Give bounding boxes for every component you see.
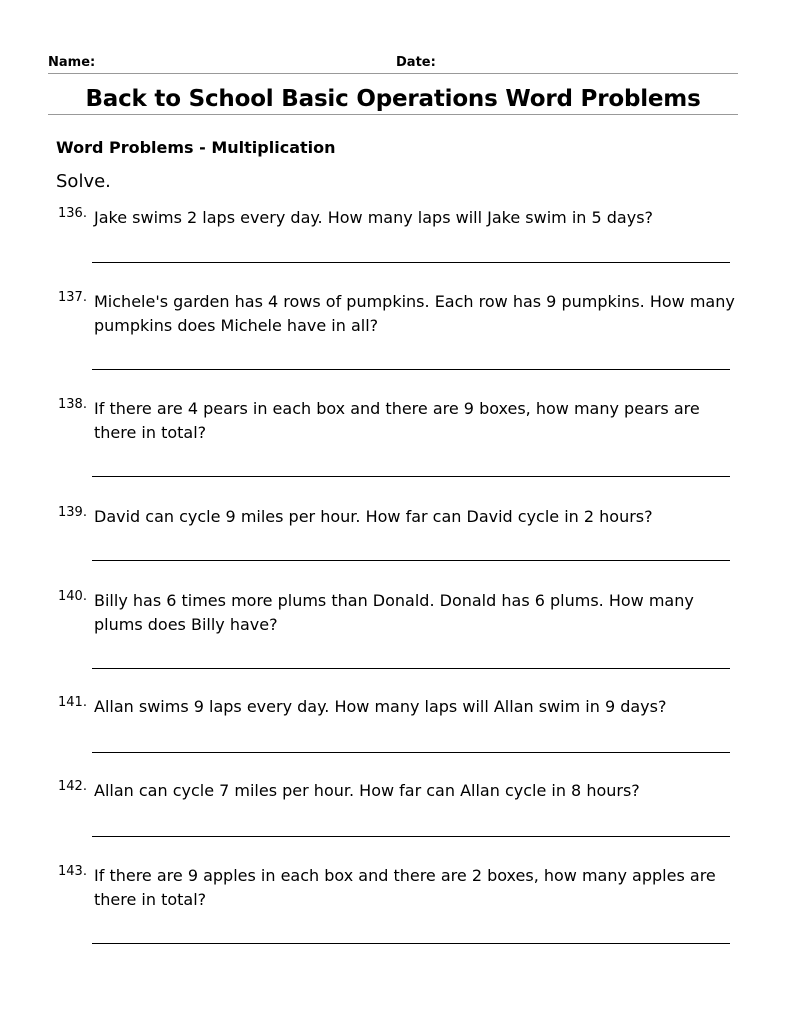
- date-label: Date:: [396, 55, 436, 70]
- problem-number: 141.: [58, 695, 87, 710]
- problem-number: 142.: [58, 779, 87, 794]
- problem-text: Allan can cycle 7 miles per hour. How far can Allan cycle in 8 hours?: [94, 781, 640, 800]
- problem-text: Allan swims 9 laps every day. How many laps will Allan swim in 9 days?: [94, 697, 667, 716]
- answer-line[interactable]: [92, 836, 730, 837]
- answer-line[interactable]: [92, 668, 730, 669]
- answer-line[interactable]: [92, 752, 730, 753]
- problem-text: If there are 9 apples in each box and there are 2 boxes, how many apples are there in total?: [94, 866, 716, 909]
- problem-number: 143.: [58, 864, 87, 879]
- answer-line[interactable]: [92, 560, 730, 561]
- problem-text: Michele's garden has 4 rows of pumpkins. Each row has 9 pumpkins. How many pumpkins does Michele have in all?: [94, 292, 735, 335]
- problem-number: 139.: [58, 505, 87, 520]
- problem-number: 140.: [58, 589, 87, 604]
- name-date-header: [48, 55, 738, 74]
- answer-line[interactable]: [92, 943, 730, 944]
- problem-text: Billy has 6 times more plums than Donald. Donald has 6 plums. How many plums does Billy have?: [94, 591, 694, 634]
- problem-text: Jake swims 2 laps every day. How many laps will Jake swim in 5 days?: [94, 208, 654, 227]
- instruction-text: Solve.: [56, 171, 111, 192]
- answer-line[interactable]: [92, 476, 730, 477]
- section-title: Word Problems - Multiplication: [56, 138, 336, 157]
- name-label: Name:: [48, 55, 96, 70]
- answer-line[interactable]: [92, 262, 730, 263]
- problem-number: 138.: [58, 397, 87, 412]
- worksheet-title: Back to School Basic Operations Word Problems: [48, 84, 738, 115]
- problem-number: 137.: [58, 290, 87, 305]
- problem-number: 136.: [58, 206, 87, 221]
- problem-text: David can cycle 9 miles per hour. How far can David cycle in 2 hours?: [94, 507, 653, 526]
- answer-line[interactable]: [92, 369, 730, 370]
- problem-text: If there are 4 pears in each box and there are 9 boxes, how many pears are there in total?: [94, 399, 700, 442]
